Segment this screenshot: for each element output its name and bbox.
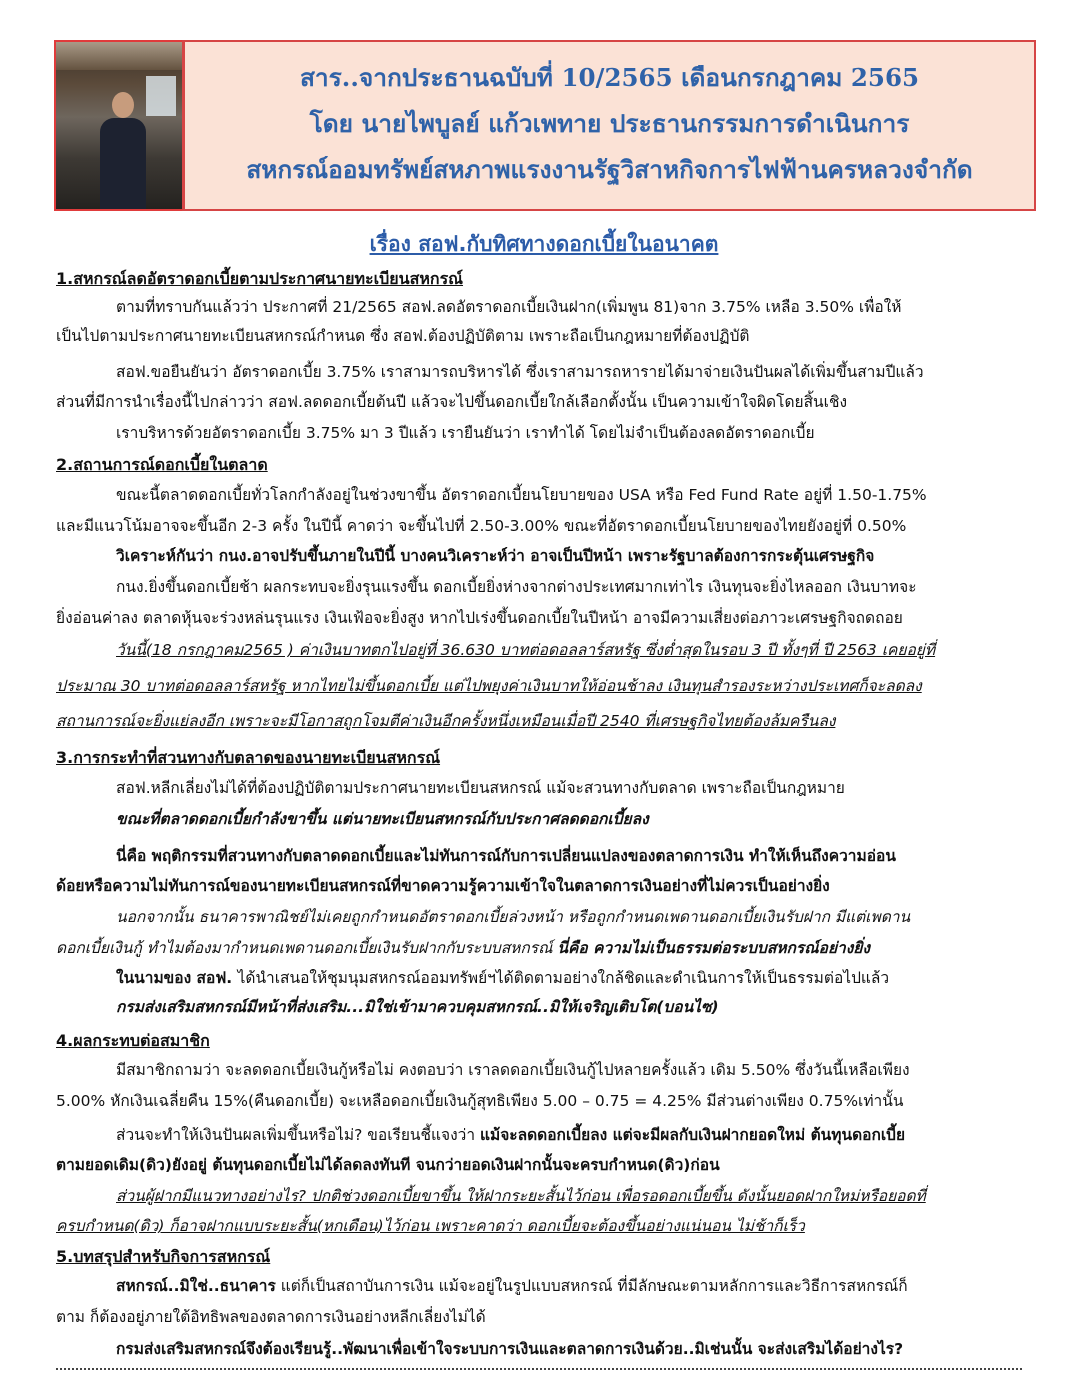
s4-p1a: มีสมาชิกถามว่า จะลดดอกเบี้ยเงินกู้หรือไม่ คงตอบว่า เราลดดอกเบี้ยเงินกู้ไปหลายครั้งแล้ว เดิม 5.50% ซึ่งวันนี้เหลือเพียง — [116, 1061, 910, 1079]
section-2-heading: 2.สถานการณ์ดอกเบี้ยในตลาด — [56, 455, 268, 474]
s3-p5b: กรมส่งเสริมสหกรณ์มีหน้าที่ส่งเสริม...มิใช่เข้ามาควบคุมสหกรณ์..มิให้เจริญเติบโต(บอนไซ) — [116, 998, 719, 1016]
s3-p3a: นี่คือ พฤติกรรมที่สวนทางกับตลาดดอกเบี้ยและไม่ทันการณ์กับการเปลี่ยนแปลงของตลาดการเงิน ทำให้เห็นถึงความอ่อน — [116, 847, 896, 865]
header-line-2: โดย นายไพบูลย์ แก้วเพทาย ประธานกรรมการดำเนินการ — [309, 109, 910, 138]
section-1-heading: 1.สหกรณ์ลดอัตราดอกเบี้ยตามประกาศนายทะเบียนสหกรณ์ — [56, 269, 464, 288]
section-5-heading: 5.บทสรุปสำหรับกิจการสหกรณ์ — [56, 1247, 271, 1266]
speaker-head — [112, 92, 134, 118]
s5-p1b: ตาม ก็ต้องอยู่ภายใต้อิทธิพลของตลาดการเงินอย่างหลีกเลี่ยงไม่ได้ — [56, 1308, 486, 1326]
s4-p2b: ตามยอดเดิม(ดิว)ยังอยู่ ต้นทุนดอกเบี้ยไม่ได้ลดลงทันที จนกว่ายอดเงินฝากนั้นจะครบกำหนด(ดิว)ก่อน — [56, 1156, 720, 1174]
s3-p1: สอฟ.หลีกเลี่ยงไม่ได้ที่ต้องปฏิบัติตามประกาศนายทะเบียนสหกรณ์ แม้จะสวนทางกับตลาด เพราะถือเป็นกฎหมาย — [116, 779, 845, 797]
s3-p5a-rest: ได้นำเสนอให้ชุมนุมสหกรณ์ออมทรัพย์ฯได้ติดตามอย่างใกล้ชิดและดำเนินการให้เป็นธรรมต่อไปแล้ว — [237, 969, 890, 987]
s4-p2a-bold: แม้จะลดดอกเบี้ยลง แต่จะมีผลกับเงินฝากยอดใหม่ ต้นทุนดอกเบี้ย — [480, 1126, 906, 1144]
header-line-1: สาร..จากประธานฉบับที่ 10/2565 เดือนกรกฎาคม 2565 — [299, 63, 920, 92]
s4-p2a-text: ส่วนจะทำให้เงินปันผลเพิ่มขึ้นหรือไม่? ขอเรียนชี้แจงว่า — [116, 1126, 480, 1144]
section-4-heading: 4.ผลกระทบต่อสมาชิก — [56, 1031, 210, 1050]
header-banner — [182, 40, 1036, 211]
header-line-3: สหกรณ์ออมทรัพย์สหภาพแรงงานรัฐวิสาหกิจการไฟฟ้านครหลวงจำกัด — [246, 155, 973, 184]
s2-p4c: สถานการณ์จะยิ่งแย่ลงอีก เพราะจะมีโอกาสถูกโจมตีค่าเงินอีกครั้งหนึ่งเหมือนเมื่อปี 2540 ที่เศรษฐกิจไทยต้องล้มครืนลง — [56, 712, 836, 730]
s1-p3: เราบริหารด้วยอัตราดอกเบี้ย 3.75% มา 3 ปีแล้ว เรายืนยันว่า เราทำได้ โดยไม่จำเป็นต้องลดอัตราดอกเบี้ย — [116, 424, 815, 442]
s3-p4a: นอกจากนั้น ธนาคารพาณิชย์ไม่เคยถูกกำหนดอัตราดอกเบี้ยล่วงหน้า หรือถูกกำหนดเพดานดอกเบี้ยเงินรับฝาก มีแต่เพดาน — [116, 908, 911, 926]
article-title: เรื่อง สอฟ.กับทิศทางดอกเบี้ยในอนาคต — [369, 232, 719, 256]
s2-p4b: ประมาณ 30 บาทต่อดอลลาร์สหรัฐ หากไทยไม่ขึ้นดอกเบี้ย แต่ไปพยุงค่าเงินบาทให้อ่อนช้าลง เงินทุนสำรองระหว่างประเทศก็จะลดลง — [56, 677, 922, 695]
s4-p1b: 5.00% หักเงินเฉลี่ยคืน 15%(คืนดอกเบี้ย) จะเหลือดอกเบี้ยเงินกู้สุทธิเพียง 5.00 – 0.75 = 4.25% มีส่วนต่างเพียง 0.75%เท่านั้น — [56, 1092, 904, 1110]
s2-p4a: วันนี้(18 กรกฎาคม2565 ) ค่าเงินบาทตกไปอยู่ที่ 36.630 บาทต่อดอลลาร์สหรัฐ ซึ่งต่ำสุดในรอบ 3 ปี ทั้งๆที่ ปี 2563 เคยอยู่ที่ — [116, 641, 936, 659]
s4-p3a: ส่วนผู้ฝากมีแนวทางอย่างไร? ปกติช่วงดอกเบี้ยขาขึ้น ให้ฝากระยะสั้นไว้ก่อน เพื่อรอดอกเบี้ยขึ้น ดังนั้นยอดฝากใหม่หรือยอดที่ — [116, 1187, 926, 1205]
s3-p4b-text: ดอกเบี้ยเงินกู้ ทำไมต้องมากำหนดเพดานดอกเบี้ยเงินรับฝากกับระบบสหกรณ์ — [56, 939, 558, 957]
projector-screen — [146, 76, 176, 116]
s3-p4b — [56, 937, 870, 959]
stage-light — [56, 42, 182, 70]
s5-p1a-bold: สหกรณ์..มิใช่..ธนาคาร — [116, 1277, 276, 1295]
speaker-photo — [54, 40, 184, 211]
s2-p2: วิเคราะห์กันว่า กนง.อาจปรับขึ้นภายในปีนี้ บางคนวิเคราะห์ว่า อาจเป็นปีหน้า เพราะรัฐบาลต้องการกระตุ้นเศรษฐกิจ — [116, 547, 875, 565]
s3-p5a — [116, 967, 889, 989]
s5-p1a-text: แต่ก็เป็นสถาบันการเงิน แม้จะอยู่ในรูปแบบสหกรณ์ ที่มีลักษณะตามหลักการและวิธีการสหกรณ์ก็ — [275, 1277, 908, 1295]
s2-p1b: และมีแนวโน้มอาจจะขึ้นอีก 2-3 ครั้ง ในปีนี้ คาดว่า จะขึ้นไปที่ 2.50-3.00% ขณะที่อัตราดอกเบี้ยนโยบายของไทยยังอยู่ที่ 0.50% — [56, 517, 907, 535]
bottom-dotted-rule — [56, 1368, 1022, 1370]
s2-p1a: ขณะนี้ตลาดดอกเบี้ยทั่วโลกกำลังอยู่ในช่วงขาขึ้น อัตราดอกเบี้ยนโยบายของ USA หรือ Fed Fund Rate อยู่ที่ 1.50-1.75% — [116, 486, 927, 504]
s1-p1a: ตามที่ทราบกันแล้วว่า ประกาศที่ 21/2565 สอฟ.ลดอัตราดอกเบี้ยเงินฝาก(เพิ่มพูน 81)จาก 3.75% เหลือ 3.50% เพื่อให้ — [116, 298, 902, 316]
speaker-suit — [100, 118, 146, 211]
s1-p2a: สอฟ.ขอยืนยันว่า อัตราดอกเบี้ย 3.75% เราสามารถบริหารได้ ซึ่งเราสามารถหารายได้มาจ่ายเงินปันผลได้เพิ่มขึ้นสามปีแล้ว — [116, 363, 924, 381]
s4-p2a — [116, 1124, 905, 1146]
s3-p2: ขณะที่ตลาดดอกเบี้ยกำลังขาขึ้น แต่นายทะเบียนสหกรณ์กับประกาศลดดอกเบี้ยลง — [116, 810, 649, 828]
s1-p2b: ส่วนที่มีการนำเรื่องนี้ไปกล่าวว่า สอฟ.ลดดอกเบี้ยต้นปี แล้วจะไปขึ้นดอกเบี้ยใกล้เลือกตั้งนั้น เป็นความเข้าใจผิดโดยสิ้นเชิง — [56, 393, 848, 411]
s4-p3b: ครบกำหนด(ดิว) ก็อาจฝากแบบระยะสั้น(หกเดือน)ไว้ก่อน เพราะคาดว่า ดอกเบี้ยจะต้องขึ้นอย่างแน่นอน ไม่ช้าก็เร็ว — [56, 1217, 805, 1235]
s3-p5a-bold: ในนามของ สอฟ. — [116, 969, 238, 987]
s2-p3b: ยิ่งอ่อนค่าลง ตลาดหุ้นจะร่วงหล่นรุนแรง เงินเฟ้อจะยิ่งสูง หากไปเร่งขึ้นดอกเบี้ยในปีหน้า อาจมีความเสี่ยงต่อภาวะเศรษฐกิจถดถอย — [56, 609, 903, 627]
s2-p3a: กนง.ยิ่งขึ้นดอกเบี้ยช้า ผลกระทบจะยิ่งรุนแรงขึ้น ดอกเบี้ยยิ่งห่างจากต่างประเทศมากเท่าไร เงินทุนจะยิ่งไหลออก เงินบาทจะ — [116, 578, 917, 596]
s5-p1a — [116, 1275, 908, 1297]
speaker-figure — [98, 92, 148, 211]
s3-p3b: ด้อยหรือความไม่ทันการณ์ของนายทะเบียนสหกรณ์ที่ขาดความรู้ความเข้าใจในตลาดการเงินอย่างที่ไม่ควรเป็นอย่างยิ่ง — [56, 877, 830, 895]
s3-p4b-bold: นี่คือ ความไม่เป็นธรรมต่อระบบสหกรณ์อย่างยิ่ง — [557, 939, 870, 957]
s1-p1b: เป็นไปตามประกาศนายทะเบียนสหกรณ์กำหนด ซึ่ง สอฟ.ต้องปฏิบัติตาม เพราะถือเป็นกฎหมายที่ต้องปฏิบัติ — [56, 327, 750, 345]
section-3-heading: 3.การกระทำที่สวนทางกับตลาดของนายทะเบียนสหกรณ์ — [56, 748, 441, 767]
s5-p2: กรมส่งเสริมสหกรณ์จึงต้องเรียนรู้..พัฒนาเพื่อเข้าใจระบบการเงินและตลาดการเงินด้วย..มิเช่นนั้น จะส่งเสริมได้อย่างไร? — [116, 1340, 904, 1358]
